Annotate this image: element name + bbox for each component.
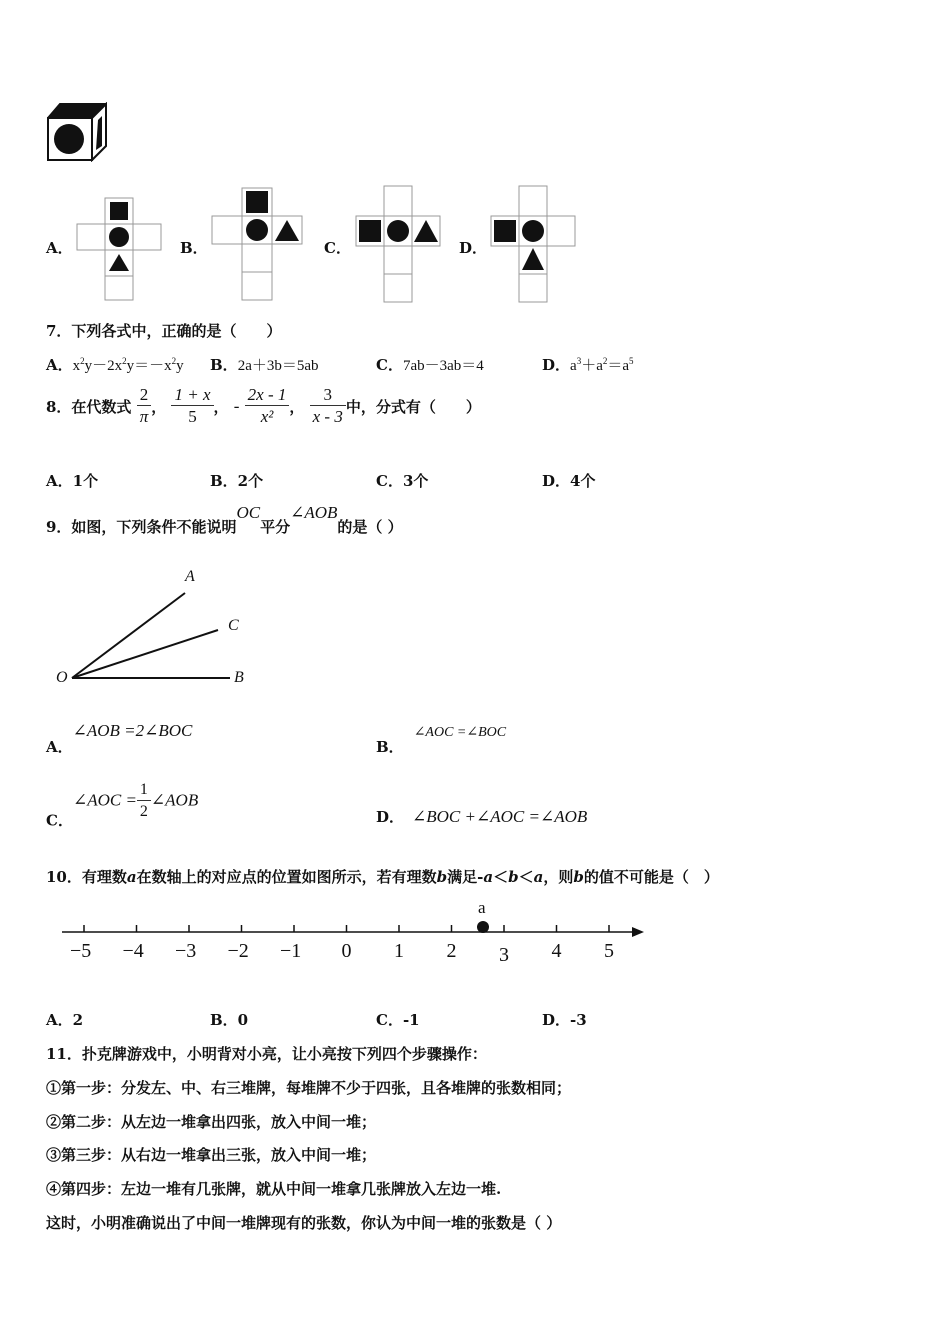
q9-option-c[interactable]: C．∠AOC = $\frac{1}{2}$ ∠AOB <box>46 781 199 830</box>
q9-option-a[interactable]: A．∠AOB =2∠BOC <box>46 721 193 756</box>
tick-label: 4 <box>551 940 562 962</box>
tick-label: −2 <box>227 940 249 962</box>
q8-option-a[interactable]: A．1个 <box>46 472 99 490</box>
q9-option-d[interactable]: D． ∠BOC +∠AOC =∠AOB <box>376 807 588 826</box>
q6-option-b-net[interactable] <box>208 186 308 306</box>
q7-stem: 7．下列各式中，正确的是（ ） <box>46 322 282 340</box>
tick-label: −4 <box>122 940 144 962</box>
q10-option-d[interactable]: D．-3 <box>542 1011 587 1029</box>
q9-label-b: B <box>234 669 244 686</box>
q6-option-d-net[interactable] <box>486 184 580 308</box>
q8-expr-1: $\frac{2}{\pi}$ <box>137 385 152 428</box>
q8-option-b[interactable]: B．2个 <box>210 472 264 490</box>
q8-option-d[interactable]: D．4个 <box>542 472 596 490</box>
q11-step-1: ①第一步：分发左、中、右三堆牌，每堆牌不少于四张，且各堆牌的张数相同； <box>46 1079 572 1097</box>
q11-question: 这时，小明准确说出了中间一堆牌现有的张数，你认为中间一堆的张数是（ ） <box>46 1214 562 1232</box>
q9-label-c: C <box>228 617 239 634</box>
q6-option-a-label[interactable]: A． <box>46 239 73 257</box>
q9-stem: 9．如图，下列条件不能说明OC平分∠AOB的是（ ） <box>46 503 403 536</box>
number-line-axis <box>60 898 650 968</box>
q9-angle-figure <box>50 565 260 699</box>
q9-option-b[interactable]: B．∠AOC =∠BOC <box>376 725 507 756</box>
q10-option-a[interactable]: A．2 <box>46 1011 84 1029</box>
q7-option-d[interactable]: D．$a^3+a^2=a^5$ <box>542 356 634 374</box>
tick-label: 0 <box>341 940 352 962</box>
q8-stem: 8．在代数式 $\frac{2}{\pi}$ ， $\frac{1 + x}{5}$ ， - $\frac{2x - 1}{\text{x²}}$ ， $\frac{3}{x - 3}$ 中，分式有（ ） <box>46 385 481 426</box>
q8-expr-2: $\frac{1 + x}{5}$ <box>171 385 213 428</box>
q6-option-c-net[interactable] <box>350 184 444 308</box>
q8-expr-4: $\frac{3}{x - 3}$ <box>310 385 346 428</box>
tick-label: −3 <box>175 940 197 962</box>
q6-option-d-label[interactable]: D． <box>459 239 488 257</box>
point-a-label: a <box>478 898 486 917</box>
q10-number-line <box>60 898 650 968</box>
tick-label: 3 <box>499 944 509 966</box>
q11-step-3: ③第三步：从右边一堆拿出三张，放入中间一堆； <box>46 1146 377 1164</box>
point-a <box>477 921 489 933</box>
cube-figure <box>46 102 108 166</box>
q10-option-b[interactable]: B．0 <box>210 1011 249 1029</box>
q6-option-c-label[interactable]: C． <box>324 239 351 257</box>
q6-option-b-label[interactable]: B． <box>180 239 208 257</box>
q6-option-a-net[interactable] <box>72 196 164 306</box>
q11-step-4: ④第四步：左边一堆有几张牌，就从中间一堆拿几张牌放入左边一堆. <box>46 1180 502 1198</box>
tick-label: 2 <box>446 940 457 962</box>
tick-label: 5 <box>604 940 614 962</box>
q7-option-a[interactable]: A．$x^2y-2x^2y=-x^2y$ <box>46 356 184 374</box>
q8-expr-3: $\frac{2x - 1}{\text{x²}}$ <box>245 385 290 428</box>
q7-option-c[interactable]: C．7ab－3ab＝4 <box>376 356 484 374</box>
q10-stem: 10．有理数a在数轴上的对应点的位置如图所示，若有理数b满足-a＜b＜a，则b的值不可能是（ ） <box>46 868 719 886</box>
q11-stem: 11．扑克牌游戏中，小明背对小亮，让小亮按下列四个步骤操作： <box>46 1045 487 1063</box>
q9-label-a: A <box>185 568 195 585</box>
q8-option-c[interactable]: C．3个 <box>376 472 429 490</box>
q11-step-2: ②第二步：从左边一堆拿出四张，放入中间一堆； <box>46 1113 377 1131</box>
tick-label: 1 <box>394 940 404 962</box>
tick-label: −5 <box>70 940 92 962</box>
tick-label: −1 <box>280 940 302 962</box>
q7-option-b[interactable]: B．2a＋3b＝5ab <box>210 356 319 374</box>
q10-option-c[interactable]: C．-1 <box>376 1011 420 1029</box>
q9-label-o: O <box>56 669 68 686</box>
